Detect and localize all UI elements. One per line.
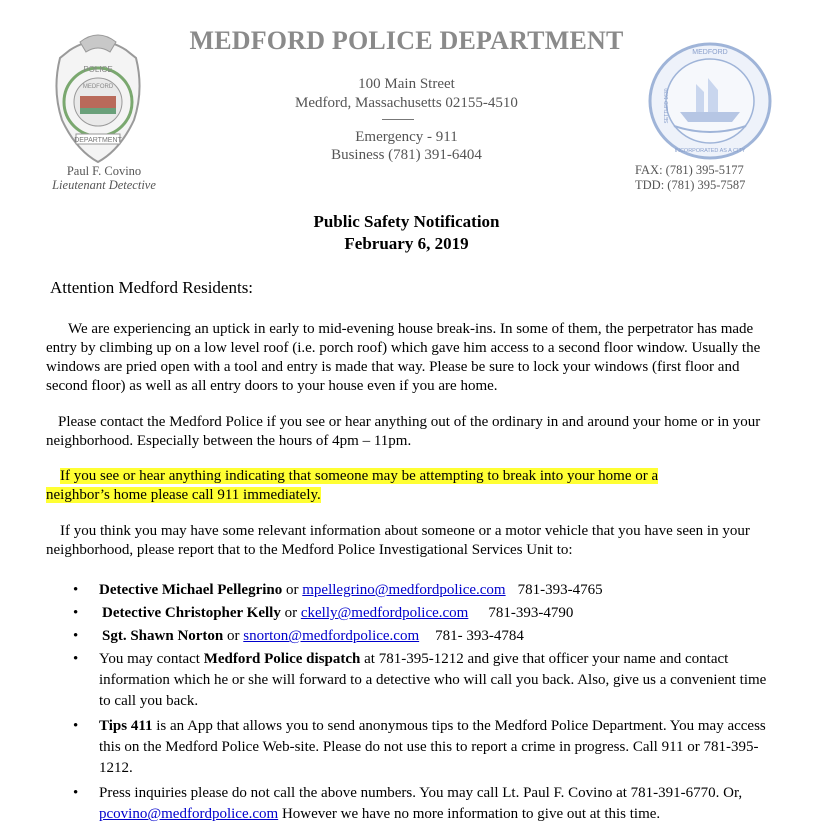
contact-phone: 781-393-4765 <box>517 582 603 598</box>
list-item-pellegrino <box>46 580 771 601</box>
list-item-tips: • Tips 411 is an App that allows you to send anonymous tips to the Medford Police Department. You may access this on the Medford Police Web-site. Please do not use this to report a crime in progress. Call 911 or 781-395-1212. <box>46 716 771 779</box>
contact-phone: 781-393-4790 <box>488 605 574 621</box>
business-number: Business (781) 391-6404 <box>331 147 482 163</box>
officer-title: Lieutenant Detective <box>52 178 156 192</box>
list-item-kelly <box>46 603 771 624</box>
notice-title: Public Safety Notification <box>313 212 500 231</box>
contact-or: or <box>282 582 303 598</box>
contact-name: Sgt. Shawn Norton <box>102 628 224 644</box>
list-item-press: • Press inquiries please do not call the above numbers. You may call Lt. Paul F. Covino at 781-391-6770. Or, pcovino@medfordpolice.com However we have no more information to give out at this time. <box>46 783 771 825</box>
email-link-kelly[interactable]: ckelly@medfordpolice.com <box>300 605 469 621</box>
email-link-norton[interactable]: snorton@medfordpolice.com <box>243 628 420 644</box>
emergency-number: Emergency - 911 <box>355 129 458 145</box>
list-item-dispatch: • You may contact Medford Police dispatch at 781-395-1212 and give that officer your name and contact information which he or she will forward to a detective who will call you back. Also, give us a convenient time to call you back. <box>46 649 771 712</box>
officer-name: Paul F. Covino <box>66 164 142 178</box>
contact-or: or <box>223 628 244 644</box>
contact-phone: 781- 393-4784 <box>435 628 524 644</box>
tdd-number: TDD: (781) 395-7587 <box>635 178 746 192</box>
email-link-covino[interactable]: pcovino@medfordpolice.com <box>99 806 279 822</box>
header-divider <box>382 119 414 120</box>
notice-date: February 6, 2019 <box>344 234 469 253</box>
fax-number: FAX: (781) 395-5177 <box>635 163 744 177</box>
contact-list <box>46 580 771 827</box>
highlight-line-1: If you see or hear anything indicating that someone may be attempting to break into your home or a <box>60 468 659 484</box>
city-address: Medford, Massachusetts 02155-4510 <box>295 95 518 111</box>
paragraph-contact-police: Please contact the Medford Police if you see or hear anything out of the ordinary in and around your home or in your neighborhood. Especially between the hours of 4pm – 11pm. <box>46 414 761 449</box>
highlight-line-2: neighbor’s home please call 911 immediately. <box>46 487 321 503</box>
contact-name: Detective Christopher Kelly <box>102 605 281 621</box>
tips-bold: Tips 411 <box>99 718 153 734</box>
paragraph-report-info: If you think you may have some relevant information about someone or a motor vehicle that you have seen in your neighborhood, please report that to the Medford Police Investigational Services Unit to: <box>46 523 750 558</box>
badge-top-text: POLICE <box>83 65 113 74</box>
seal-top-text: MEDFORD <box>692 49 728 56</box>
contact-or: or <box>280 605 301 621</box>
greeting: Attention Medford Residents: <box>50 278 254 297</box>
seal-left-text: SETTLED 1630 <box>664 88 670 124</box>
badge-bottom-text: DEPARTMENT <box>74 137 122 144</box>
badge-mid-text: MEDFORD <box>82 84 114 90</box>
email-link-pellegrino[interactable]: mpellegrino@medfordpolice.com <box>302 582 506 598</box>
dispatch-bold: Medford Police dispatch <box>203 651 361 667</box>
street-address: 100 Main Street <box>358 76 455 92</box>
contact-name: Detective Michael Pellegrino <box>99 582 283 598</box>
list-item-norton <box>46 626 771 647</box>
department-title: MEDFORD POLICE DEPARTMENT <box>189 26 624 55</box>
seal-bottom-text: INCORPORATED AS A CITY <box>674 148 746 154</box>
paragraph-break-ins: We are experiencing an uptick in early to mid-evening house break-ins. In some of them, the perpetrator has made entry by climbing up on a low level roof (i.e. porch roof) which gave him access to a second floor window. Usually the windows are pried open with a tool and entry is made that way. Please be sure to lock your windows (first floor and second floor) as well as all entry doors to your house even if you are home. <box>46 321 761 394</box>
paragraph-call-911 <box>46 467 771 505</box>
